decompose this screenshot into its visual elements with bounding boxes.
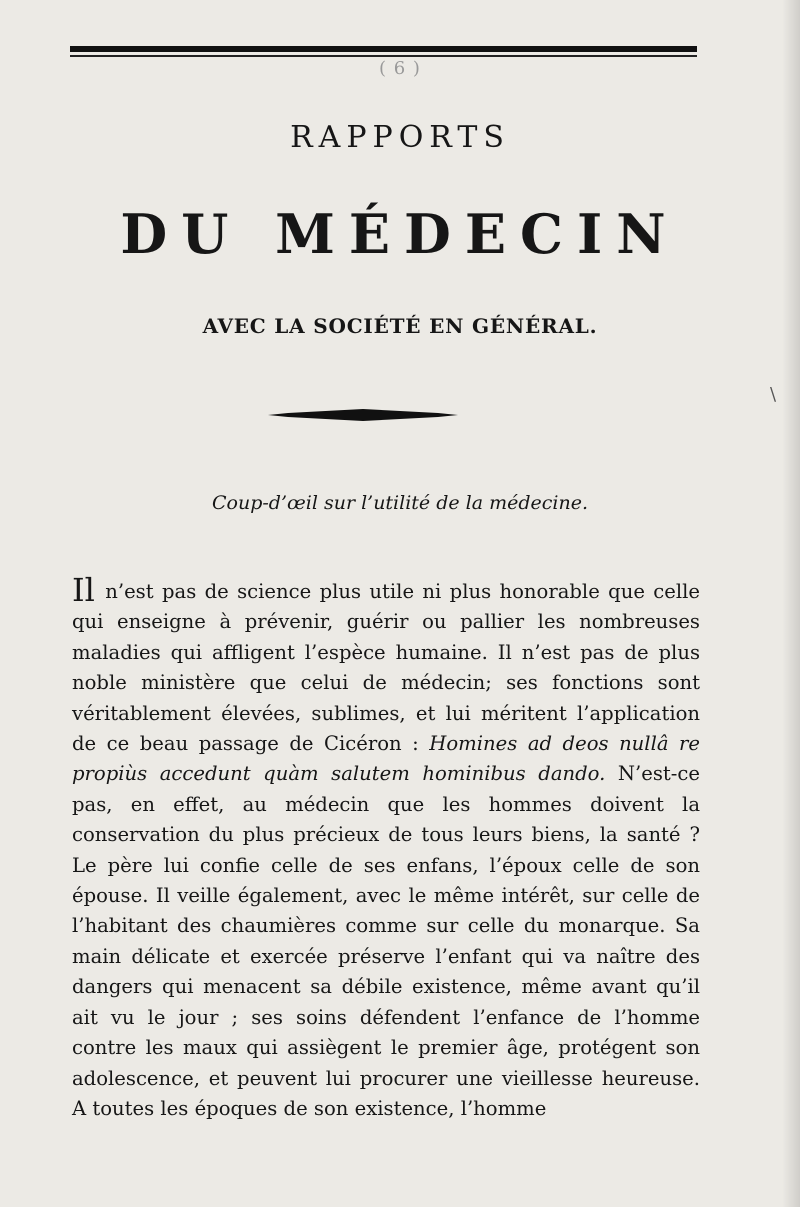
body-paragraph: [72, 571, 700, 1124]
ornament-rule-icon: [268, 407, 458, 423]
top-double-rule-thin: [70, 55, 697, 57]
paragraph-end: N’est-ce pas, en effet, au médecin que les hommes doivent la conservation du plus précieux de tous leurs biens, la santé ? Le père lui confie celle de ses enfans, l’époux celle de son épouse. Il veille également, avec le même intérêt, sur celle de l’habitant des chaumières comme sur celle du monarque. Sa main délicate et exercée préserve l’enfant qui va naître des dangers qui menacent sa débile existence, même avant qu’il ait vu le jour ; ses soins défendent l’enfance de l’homme contre les maux qui assiègent le premier âge, protégent son adolescence, et peuvent lui procurer une vieillesse heureuse. A toutes les époques de son existence, l’homme: [72, 762, 700, 1120]
top-double-rule-thick: [70, 46, 697, 52]
title-rapports: RAPPORTS: [290, 120, 510, 155]
paragraph-start: n’est pas de science plus utile ni plus honorable que celle qui enseigne à prévenir, guérir ou pallier les nombreuses maladies qui affligent l’espèce humaine. Il n’est pas de plus noble ministère que celui de médecin; ses fonctions sont véritablement élevées, sublimes, et lui méritent l’application de ce beau passage de Cicéron :: [72, 580, 700, 756]
margin-mark: \: [770, 384, 777, 405]
latin-quote: Homines ad deos nullâ re propiùs accedunt quàm salutem hominibus dando.: [72, 732, 700, 786]
subtitle-societe: AVEC LA SOCIÉTÉ EN GÉNÉRAL.: [202, 314, 598, 338]
title-du-medecin: DU MÉDECIN: [120, 202, 680, 266]
page-edge-shadow: [782, 0, 800, 1207]
drop-cap: Il: [72, 571, 95, 609]
page-number: ( 6 ): [379, 58, 421, 79]
section-title: Coup-d’œil sur l’utilité de la médecine.: [211, 492, 589, 514]
